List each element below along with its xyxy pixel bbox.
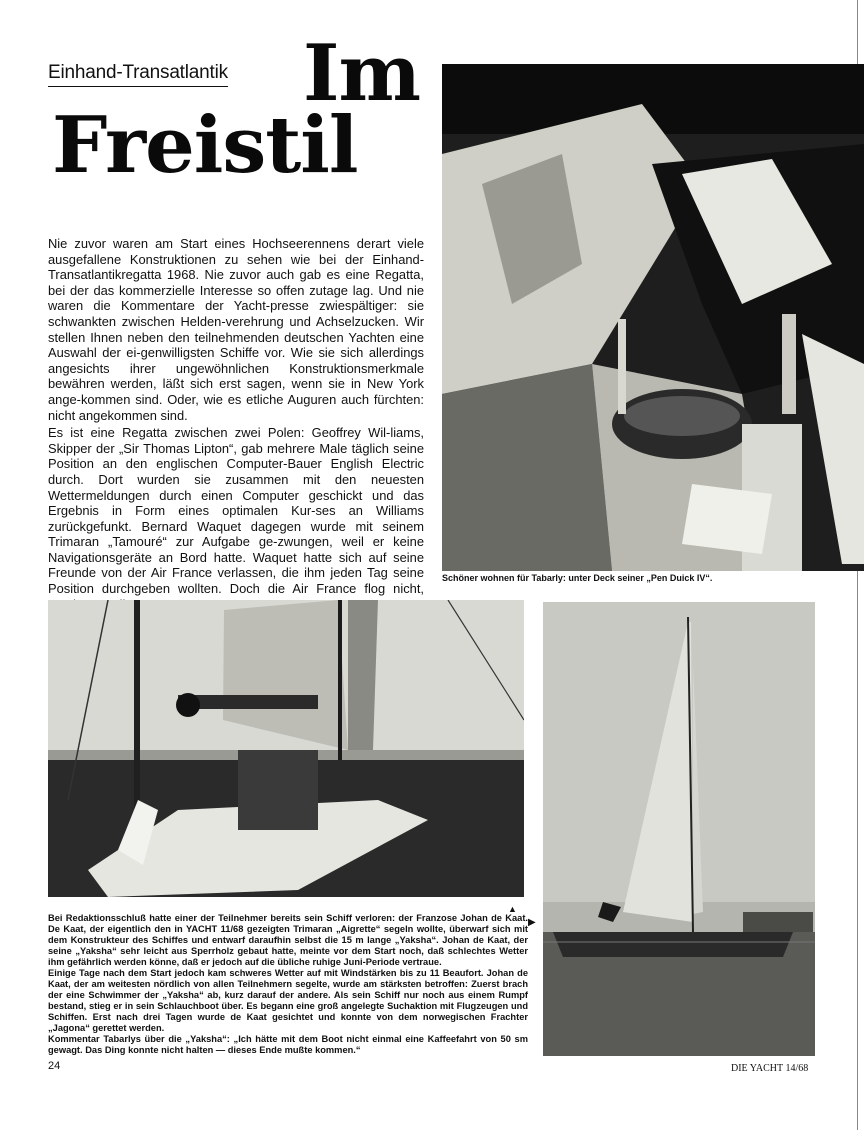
caption-paragraph: Bei Redaktionsschluß hatte einer der Teilnehmer bereits sein Schiff verloren: der Franzose Johan de Kaat. De Kaat, der eigentlich den in YACHT 11/68 gezeigten Trimaran „Aigrette“ segeln wollte, überwarf sich mit dem Konstrukteur des Schiffes und entwarf daraufhin selbst die 15 m lange „Yaksha“. Johan de Kaat, der seine „Yaksha“ sehr leicht aus Sperrholz gebaut hatte, meinte vor dem Start noch, daß schlechtes Wetter ihm gefährlich werden könne, daß er jedoch auf die übliche ruhige Juni-Periode vertraue.	[48, 913, 528, 967]
kicker: Einhand-Transatlantik	[48, 62, 228, 87]
caption-paragraph: Einige Tage nach dem Start jedoch kam schweres Wetter auf mit Windstärken bis zu 11 Beaufort. Johan de Kaat, der am weitesten nördlich von allen Teilnehmern segelte, wurde am stärksten betroffen: Zuerst brach der eine Schwimmer der „Yaksha“ ab, kurz darauf der andere. Als sein Schiff nur noch aus einem Rumpf bestand, stieg er in sein Schlauchboot über. Es begann eine groß angelegte Suchaktion mit Flugzeugen und Schiffen. Erst nach drei Tagen wurde de Kaat gesichtet und konnte von dem norwegischen Frachter „Jagona“ gerettet werden.	[48, 968, 528, 1033]
headline-line-1: Im	[302, 28, 420, 119]
photo-below-deck	[442, 64, 864, 571]
intro-paragraph: Nie zuvor waren am Start eines Hochseerennens derart viele ausgefallene Konstruktionen zu sehen wie bei der Einhand-Transatlantikregatta 1968. Nie zuvor auch gab es eine Regatta, bei der das kommerzielle Interesse so offen zutage lag. Und nie waren die Kommentare der Yacht-presse zwiespältiger: sie schwankten zwischen Helden-verehrung und Achselzucken. Wir stellen Ihnen neben den teilnehmenden deutschen Yachten eine Auswahl der ei-genwilligsten Schiffe vor. Wie sie sich allerdings angesichts ihrer ungewöhnlichen Konstruktionsmerkmale bewähren werden, läßt sich erst sagen, wenn sie in New York ange-kommen sind. Oder, wie es etliche Auguren auch fürchten: nicht angekommen sind.	[48, 236, 424, 423]
caption-paragraph: Kommentar Tabarlys über die „Yaksha“: „Ich hätte mit dem Boot nicht einmal eine Kaffeefahrt von 50 sm gewagt. Das Ding konnte nicht halten — dieses Ende mußte kommen.“	[48, 1034, 528, 1055]
arrow-up-icon: ▲	[508, 904, 517, 914]
photo-yaksha-sailing	[543, 602, 815, 1056]
intro-paragraph: Es ist eine Regatta zwischen zwei Polen: Geoffrey Wil-liams, Skipper der „Sir Thomas Lipton“, gab mehrere Male täglich seine Position an den englischen Computer-Bauer English Electric durch. Dort wurden sie zusammen mit den neuesten Wettermeldungen durch einen Computer geschickt und das Ergebnis in Form eines optimalen Kur-ses an Williams zurückgefunkt. Bernard Waquet dagegen wurde mit seinem Trimaran „Tamouré“ zur Aufgabe ge-zwungen, weil er keine Navigationsgeräte an Bord hatte. Waquet hatte sich auf seine Freunde von der Air France verlassen, die ihm jeden Tag seine Position durchgeben wollten. Doch die Air France flog nicht,	[48, 425, 424, 597]
page-number: 24	[48, 1060, 61, 1072]
photo-yaksha-deck	[48, 600, 524, 897]
headline	[52, 28, 432, 191]
intro-text	[48, 236, 424, 614]
photo-caption: Schöner wohnen für Tabarly: unter Deck seiner „Pen Duick IV“.	[442, 573, 713, 583]
arrow-right-icon: ▶	[528, 917, 536, 928]
photo-captions	[48, 913, 528, 1056]
footer-issue: DIE YACHT 14/68	[731, 1063, 809, 1074]
headline-line-2: Freistil	[52, 100, 358, 191]
